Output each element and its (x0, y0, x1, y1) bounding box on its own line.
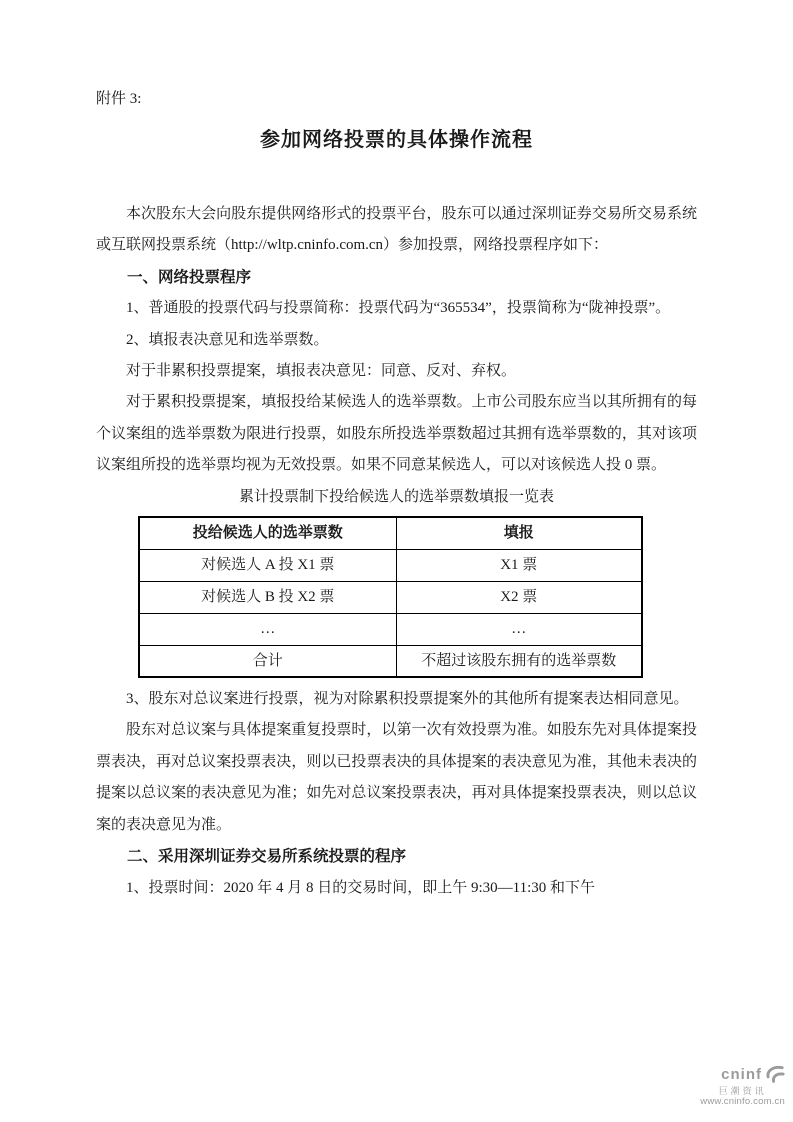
table-row (139, 581, 642, 613)
table-cell: X2 票 (396, 581, 642, 613)
paragraph-cumulative: 对于累积投票提案，填报投给某候选人的选举票数。上市公司股东应当以其所拥有的每个议案组的选举票数为限进行投票，如股东所投选举票数超过其拥有选举票数的，其对该项议案组所投的选举票均视为无效投票。如果不同意某候选人，可以对该候选人投 0 票。 (96, 394, 697, 474)
table-caption: 累计投票制下投给候选人的选举票数填报一览表 (238, 488, 554, 505)
table-cell: 对候选人 B 投 X2 票 (139, 581, 396, 613)
section-2-heading: 二、采用深圳证券交易所系统投票的程序 (127, 848, 407, 866)
cninfo-swirl-icon (763, 1065, 785, 1085)
paragraph-vote-code: 1、普通股的投票代码与投票简称：投票代码为“365534”，投票简称为“陇神投票”。 (126, 300, 671, 317)
paragraph-vote-time: 1、投票时间：2020 年 4 月 8 日的交易时间，即上午 9:30—11:30 和下午 (126, 879, 596, 896)
table-cell: X1 票 (396, 549, 642, 581)
table-header-votes: 投给候选人的选举票数 (139, 517, 396, 549)
table-cell: … (396, 613, 642, 645)
table-cell: 合计 (139, 645, 396, 677)
table-row (139, 645, 642, 677)
cninfo-logo-main (700, 1065, 785, 1085)
paragraph-intro: 本次股东大会向股东提供网络形式的投票平台，股东可以通过深圳证券交易所交易系统或互联网投票系统（http://wltp.cninfo.com.cn）参加投票，网络投票程序如下： (96, 206, 697, 254)
document-content (96, 88, 697, 904)
table-row (139, 549, 642, 581)
table-row (139, 613, 642, 645)
table-cell: 不超过该股东拥有的选举票数 (396, 645, 642, 677)
cninfo-logo-url: www.cninfo.com.cn (700, 1096, 785, 1108)
section-1-heading: 一、网络投票程序 (127, 268, 252, 286)
table-cell: … (139, 613, 396, 645)
paragraph-duplicate-vote: 股东对总议案与具体提案重复投票时，以第一次有效投票为准。如股东先对具体提案投票表决，再对总议案投票表决，则以已投票表决的具体提案的表决意见为准，其他未表决的提案以总议案的表决意见为准；如先对总议案投票表决，再对具体提案投票表决，则以总议案的表决意见为准。 (96, 722, 697, 833)
table-cell: 对候选人 A 投 X1 票 (139, 549, 396, 581)
paragraph-non-cumulative: 对于非累积投票提案，填报表决意见：同意、反对、弃权。 (126, 363, 517, 380)
table-header-row (139, 517, 642, 549)
attachment-label: 附件 3: (96, 91, 142, 107)
cninfo-logo (700, 1065, 785, 1108)
cninfo-logo-text: cninf (721, 1066, 762, 1084)
paragraph-fill-opinion: 2、填报表决意见和选举票数。 (126, 331, 329, 348)
cumulative-vote-table (138, 516, 643, 678)
page-title: 参加网络投票的具体操作流程 (260, 129, 533, 151)
table-header-fill: 填报 (396, 517, 642, 549)
paragraph-general-proposal: 3、股东对总议案进行投票，视为对除累积投票提案外的其他所有提案表达相同意见。 (126, 691, 689, 708)
cninfo-logo-chinese-name: 巨潮资讯 (718, 1085, 767, 1096)
